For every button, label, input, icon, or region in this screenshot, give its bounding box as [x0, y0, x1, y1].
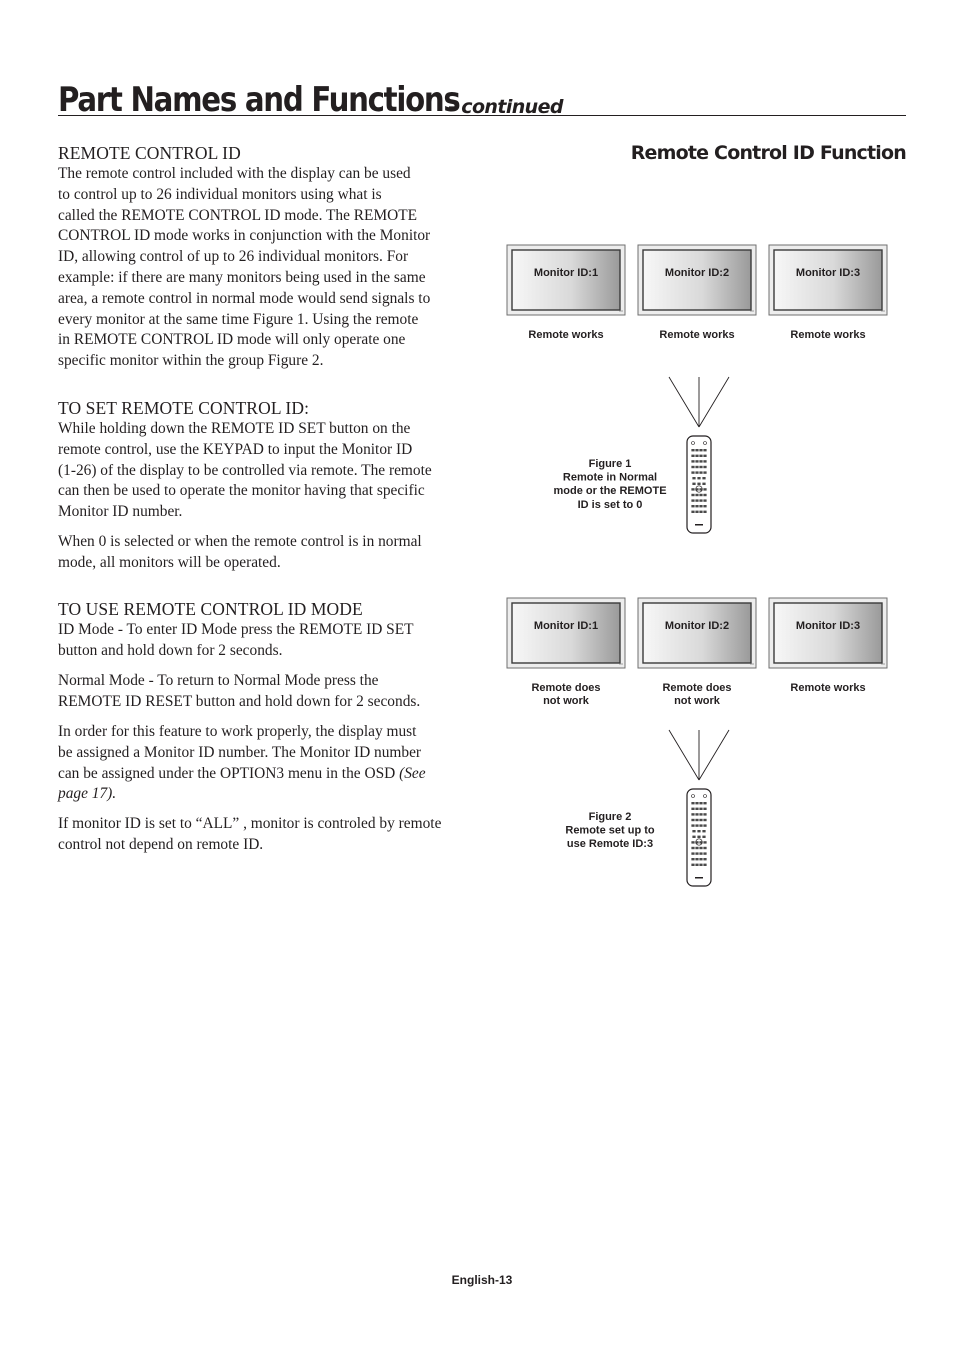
text-line: (1-26) of the display to be controlled via remote. The remote [58, 461, 432, 479]
text-line: CONTROL ID mode works in conjunction with the Monitor [58, 227, 431, 245]
remote-key [691, 813, 694, 815]
remote-key [691, 808, 694, 810]
remote-key [699, 499, 702, 501]
remote-key [703, 511, 706, 513]
remote-key [691, 852, 694, 854]
remote-key [695, 813, 698, 815]
monitor-status-label: Remote does [662, 682, 732, 694]
monitor-status-label: Remote works [659, 329, 735, 341]
paragraph-monitor-id-all [58, 814, 453, 856]
ir-signal-lines [669, 730, 729, 780]
remote-key [691, 511, 694, 513]
monitor-1 [507, 598, 625, 668]
heading-use-remote-id-mode: TO USE REMOTE CONTROL ID MODE [58, 599, 363, 619]
remote-key [703, 819, 706, 821]
remote-key [697, 477, 700, 479]
remote-key [691, 449, 694, 451]
remote-key [695, 864, 698, 866]
ir-signal-lines [669, 377, 729, 427]
remote-key [691, 824, 694, 826]
title-rule [58, 115, 906, 116]
signal-line [669, 730, 699, 780]
text-line: remote control, use the KEYPAD to input the Monitor ID [58, 440, 413, 458]
remote-key [691, 505, 694, 507]
remote-key [691, 858, 694, 860]
remote-key [699, 494, 702, 496]
remote-key [703, 852, 706, 854]
remote-key [703, 471, 706, 473]
remote-key [691, 471, 694, 473]
monitor-status-label: not work [674, 695, 720, 707]
remote-key [699, 813, 702, 815]
remote-key [691, 488, 694, 490]
remote-key [699, 511, 702, 513]
monitor-label: Monitor ID:3 [795, 620, 861, 632]
remote-key [692, 836, 695, 838]
remote-key [703, 494, 706, 496]
remote-key [699, 808, 702, 810]
page-title-continued: - continued [448, 96, 563, 118]
remote-key [702, 836, 705, 838]
remote-key [702, 483, 705, 485]
remote-key [703, 841, 706, 843]
remote-key [695, 449, 698, 451]
monitor-screen [774, 250, 882, 310]
monitor-status-label: not work [543, 695, 589, 707]
text-line: area, a remote control in normal mode would send signals to [58, 289, 431, 307]
remote-key [699, 852, 702, 854]
figure-caption: use Remote ID:3 [566, 838, 654, 851]
remote-key [697, 483, 700, 485]
remote-key [703, 864, 706, 866]
remote-key [692, 830, 695, 832]
remote-key [695, 460, 698, 462]
remote-key [699, 449, 702, 451]
monitor-label: Monitor ID:2 [664, 267, 730, 279]
remote-key [697, 830, 700, 832]
text-line: Normal Mode - To return to Normal Mode press the [58, 672, 379, 689]
remote-key [703, 455, 706, 457]
signal-line [699, 377, 729, 427]
remote-logo [695, 524, 703, 526]
monitor-screen [512, 250, 620, 310]
remote-key [699, 471, 702, 473]
figure-caption: Figure 2 [588, 811, 632, 823]
remote-key [691, 841, 694, 843]
remote-key [699, 802, 702, 804]
remote-key [691, 466, 694, 468]
remote-key [699, 466, 702, 468]
text-line: in REMOTE CONTROL ID mode will only operate one [58, 331, 406, 349]
remote-control-icon [687, 789, 711, 886]
remote-key [691, 864, 694, 866]
remote-key [699, 847, 702, 849]
text-line: While holding down the REMOTE ID SET button on the [58, 420, 411, 437]
monitor-screen [643, 603, 751, 663]
paragraph-normal-mode-note [58, 532, 453, 574]
remote-key [699, 460, 702, 462]
figure-caption: ID is set to 0 [577, 498, 643, 511]
monitor-3 [769, 598, 887, 668]
paragraph-monitor-id-assign [58, 722, 453, 805]
remote-key [691, 460, 694, 462]
remote-key [703, 858, 706, 860]
text-line: button and hold down for 2 seconds. [58, 641, 283, 659]
remote-key [703, 813, 706, 815]
remote-key [692, 477, 695, 479]
remote-key [695, 819, 698, 821]
remote-key [699, 858, 702, 860]
remote-key [695, 494, 698, 496]
monitor-label: Monitor ID:3 [795, 267, 861, 279]
remote-key [702, 830, 705, 832]
remote-key [703, 808, 706, 810]
remote-key [699, 824, 702, 826]
monitor-status-label: Remote works [528, 329, 604, 341]
monitor-label: Monitor ID:2 [664, 620, 730, 632]
remote-key [691, 847, 694, 849]
text-line: If monitor ID is set to “ALL” , monitor is controled by remote [58, 815, 442, 832]
text-line: to control up to 26 individual monitors using what is [58, 185, 382, 203]
remote-key [695, 852, 698, 854]
signal-line [699, 730, 729, 780]
remote-key [695, 505, 698, 507]
monitor-label: Monitor ID:1 [533, 267, 599, 279]
text-line: Monitor ID number. [58, 503, 183, 521]
remote-key [703, 460, 706, 462]
page-number: English-13 [451, 1273, 513, 1287]
remote-key [703, 824, 706, 826]
text-line: When 0 is selected or when the remote control is in normal [58, 533, 422, 550]
monitor-status-label: Remote works [790, 682, 866, 694]
monitor-screen [512, 603, 620, 663]
figure-1 [507, 245, 887, 533]
remote-key [699, 455, 702, 457]
text-line: ID Mode - To enter ID Mode press the REMOTE ID SET [58, 621, 414, 638]
text-line: every monitor at the same time Figure 1. Using the remote [58, 310, 419, 328]
paragraph-set-remote-id [58, 419, 453, 523]
text-line [58, 764, 453, 785]
remote-key [692, 483, 695, 485]
remote-id-diagram [480, 230, 920, 900]
remote-key [703, 499, 706, 501]
diagram-title: Remote Control ID Function [630, 142, 906, 164]
remote-key [691, 494, 694, 496]
text-line: page 17). [58, 785, 117, 803]
monitor-status-label: Remote works [790, 329, 866, 341]
signal-line [669, 377, 699, 427]
monitor-3 [769, 245, 887, 315]
figure-caption: Remote in Normal [562, 471, 658, 484]
text-line: The remote control included with the display can be used [58, 165, 411, 182]
text-line: ID, allowing control of up to 26 individual monitors. For [58, 248, 409, 266]
monitor-screen [774, 603, 882, 663]
remote-key [691, 819, 694, 821]
remote-key [695, 847, 698, 849]
figure-caption: Figure 1 [588, 458, 632, 470]
remote-key [699, 505, 702, 507]
remote-key [695, 499, 698, 501]
monitor-2 [638, 245, 756, 315]
remote-key [695, 471, 698, 473]
heading-remote-control-id: REMOTE CONTROL ID [58, 143, 241, 163]
remote-key [695, 808, 698, 810]
remote-key [702, 477, 705, 479]
text-line: called the REMOTE CONTROL ID mode. The REMOTE [58, 206, 418, 224]
remote-key [695, 802, 698, 804]
remote-key [703, 847, 706, 849]
remote-key [703, 802, 706, 804]
text-line: can then be used to operate the monitor having that specific [58, 482, 425, 500]
remote-key [695, 511, 698, 513]
figure-caption: Remote set up to [565, 824, 655, 837]
monitor-2 [638, 598, 756, 668]
remote-key [691, 499, 694, 501]
remote-key [703, 466, 706, 468]
remote-key [697, 836, 700, 838]
remote-key [695, 455, 698, 457]
text-line: In order for this feature to work properly, the display must [58, 723, 417, 740]
remote-key [699, 819, 702, 821]
page-title-text: Part Names and Functions [58, 80, 460, 120]
remote-key [691, 455, 694, 457]
remote-key [703, 449, 706, 451]
see-page-reference: (See [399, 764, 426, 782]
paragraph-id-mode [58, 620, 453, 662]
text-line: control not depend on remote ID. [58, 835, 264, 853]
remote-key [703, 505, 706, 507]
text-fragment: can be assigned under the OPTION3 menu in the OSD [58, 764, 400, 782]
paragraph-normal-mode [58, 671, 453, 713]
paragraph-remote-control-id [58, 164, 453, 372]
remote-key [699, 864, 702, 866]
text-line: REMOTE ID RESET button and hold down for 2 seconds. [58, 692, 421, 710]
figure-2 [507, 598, 887, 886]
monitor-screen [643, 250, 751, 310]
text-line: example: if there are many monitors being used in the same [58, 268, 426, 286]
remote-key [703, 488, 706, 490]
remote-key [695, 466, 698, 468]
text-line: specific monitor within the group Figure 2. [58, 352, 324, 370]
heading-set-remote-id: TO SET REMOTE CONTROL ID: [58, 398, 310, 418]
remote-logo [695, 877, 703, 879]
remote-control-icon [687, 436, 711, 533]
monitor-label: Monitor ID:1 [533, 620, 599, 632]
figure-caption: mode or the REMOTE [553, 485, 667, 498]
remote-key [691, 802, 694, 804]
monitor-status-label: Remote does [531, 682, 601, 694]
remote-key [695, 824, 698, 826]
monitor-1 [507, 245, 625, 315]
remote-key [695, 858, 698, 860]
text-line: mode, all monitors will be operated. [58, 553, 281, 571]
text-line: be assigned a Monitor ID number. The Monitor ID number [58, 743, 422, 761]
